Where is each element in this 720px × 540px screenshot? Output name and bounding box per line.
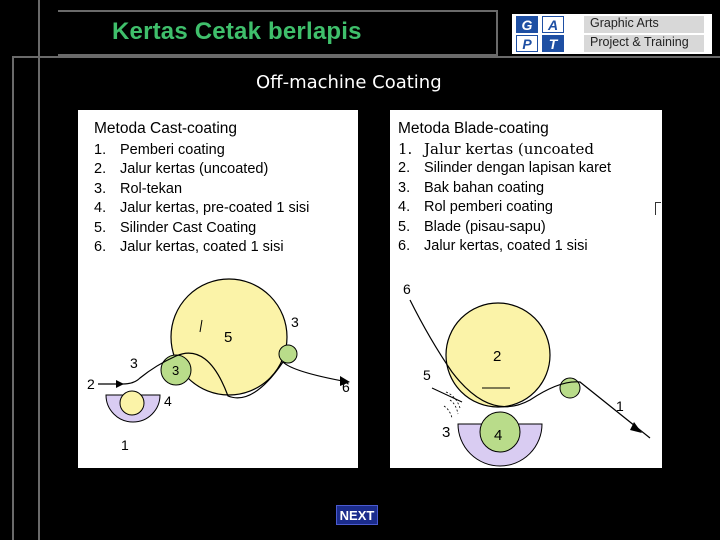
press-roller-right (279, 345, 297, 363)
diagram-label: 1 (616, 398, 624, 414)
cast-coating-panel (78, 110, 358, 468)
page-title: Kertas Cetak berlapis (112, 18, 362, 45)
diagram-label: 2 (493, 348, 502, 365)
diagram-label: 2 (87, 376, 95, 392)
diagram-label: 1 (121, 437, 129, 453)
list-item: 6. Jalur kertas, coated 1 sisi (398, 238, 588, 255)
list-item: 1. Pemberi coating (94, 142, 225, 158)
list-item: 5. Blade (pisau-sapu) (398, 218, 546, 235)
diagram-label: 5 (423, 367, 431, 383)
slide-frame-left (0, 0, 40, 540)
list-item: 2. Jalur kertas (uncoated) (94, 161, 269, 178)
list-item: 1. Jalur kertas (uncoated (398, 140, 594, 158)
diagram-label: 3 (130, 355, 138, 371)
diagram-label: 4 (494, 427, 503, 444)
cast-coating-diagram (78, 110, 358, 468)
logo-letter-a: A (542, 16, 564, 33)
list-item: 4. Rol pemberi coating (398, 199, 553, 216)
diagram-label: 5 (224, 329, 233, 346)
cast-coating-heading: Metoda Cast-coating (94, 120, 238, 137)
diagram-label: 6 (342, 379, 350, 395)
logo-block (512, 14, 712, 54)
edge-mark (655, 202, 661, 215)
logo-letter-g: G (516, 16, 538, 33)
list-item: 6. Jalur kertas, coated 1 sisi (94, 239, 284, 256)
blade-coating-diagram (390, 110, 662, 468)
next-button[interactable]: NEXT (336, 505, 378, 525)
list-item: 5. Silinder Cast Coating (94, 219, 257, 236)
blade-coating-panel (390, 110, 662, 468)
logo-letter-p: P (516, 35, 538, 52)
logo-line-2: Project & Training (584, 35, 704, 52)
list-item: 4. Jalur kertas, pre-coated 1 sisi (94, 200, 310, 217)
diagram-label: 4 (164, 393, 172, 409)
logo (498, 10, 720, 56)
list-item: 2. Silinder dengan lapisan karet (398, 160, 612, 177)
applicator-roller (120, 391, 144, 415)
diagram-label: 3 (442, 424, 451, 441)
coating-spray (444, 392, 460, 418)
guide-roller (560, 378, 580, 398)
diagram-label: 6 (403, 281, 411, 297)
diagram-label: 3 (172, 363, 180, 378)
logo-line-1: Graphic Arts (584, 16, 704, 33)
diagram-label: 3 (291, 314, 299, 330)
blade-coating-heading: Metoda Blade-coating (398, 120, 549, 137)
list-item: 3. Rol-tekan (94, 180, 183, 197)
arrow-in (116, 380, 124, 388)
list-item: 3. Bak bahan coating (398, 179, 545, 196)
slide-subtitle: Off-machine Coating (256, 72, 442, 93)
logo-letter-t: T (542, 35, 564, 52)
blade (432, 388, 462, 402)
